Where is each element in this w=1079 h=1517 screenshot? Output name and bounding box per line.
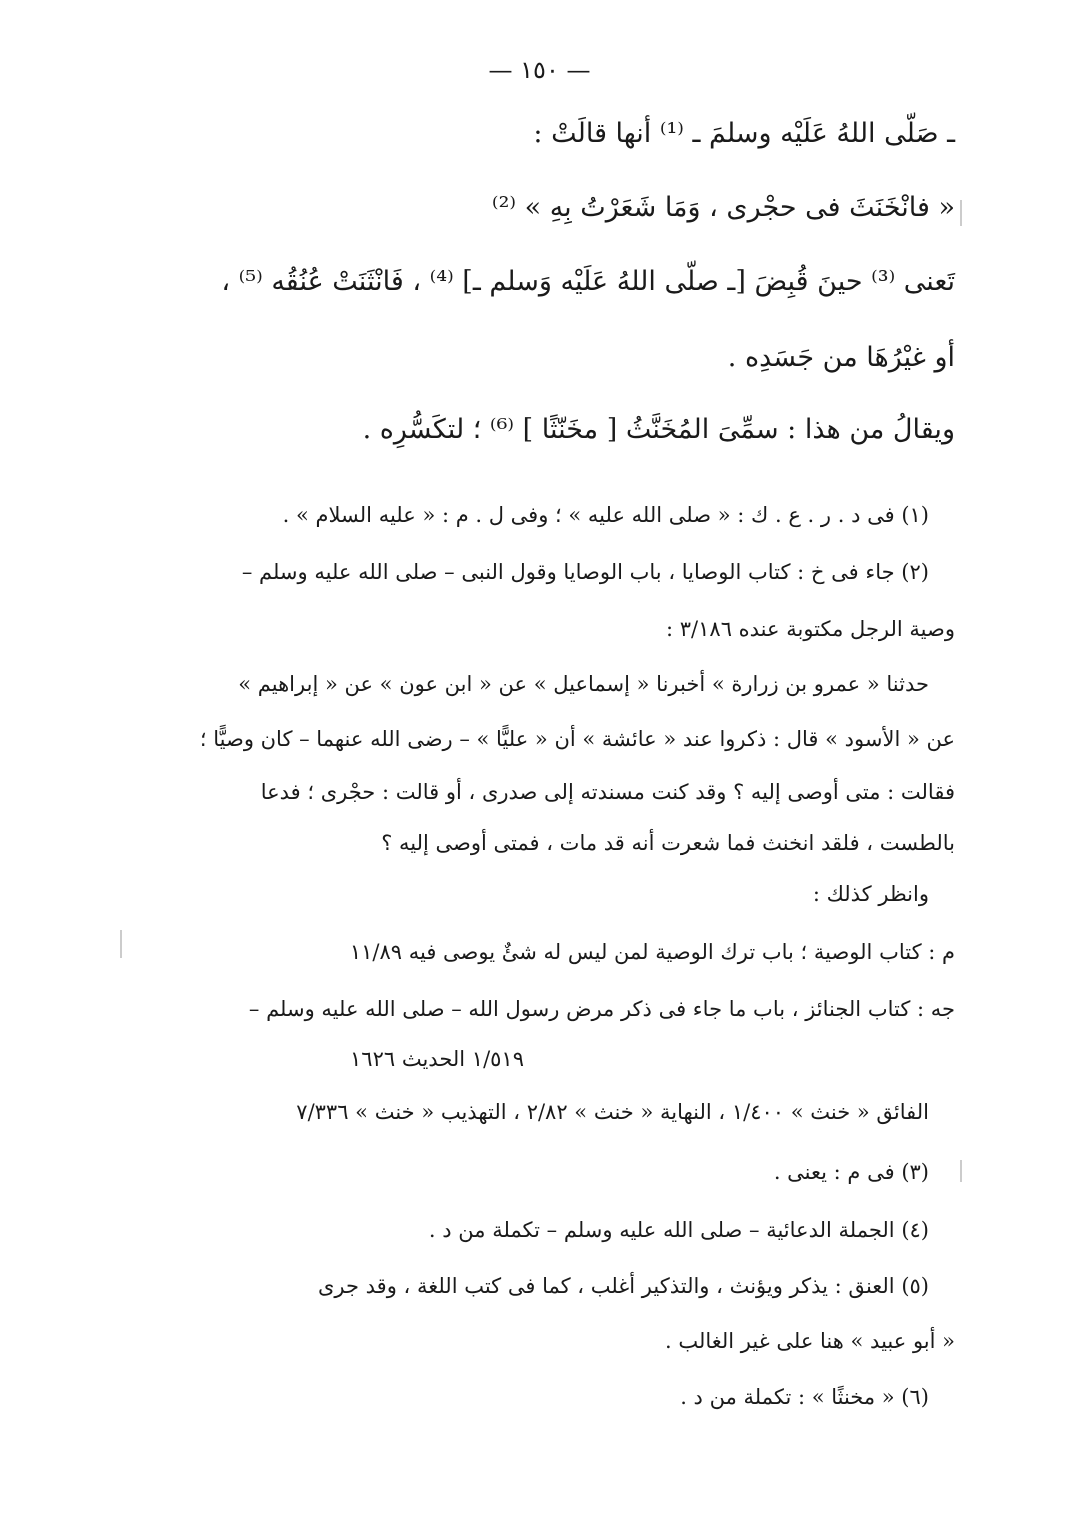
scan-artifact (960, 1160, 962, 1182)
footnote-2-quote-3: فقالت : متى أوصى إليه ؟ وقد كنت مسندته إلى صدرى ، أو قالت : حجْرى ؛ فدعا (260, 780, 955, 804)
footnote-2-cont: وصية الرجل مكتوبة عنده ٣/١٨٦ : (666, 617, 955, 641)
footnote-2: (٢) جاء فى خ : كتاب الوصايا ، باب الوصايا وقول النبى – صلى الله عليه وسلم – (241, 560, 929, 584)
footnote-2-see-also: وانظر كذلك : (812, 882, 929, 906)
main-line-5: ويقالُ من هذا : سمِّىَ المُخَنَّثُ [ مخَنّثًا ] ⁽⁶⁾ ؛ لتكَسُّرِه . (362, 414, 955, 445)
footnote-2-quote-2: عن « الأسود » قال : ذكروا عند « عائشة » أن « عليًّا » – رضى الله عنهما – كان وصيًّا ؛ (199, 727, 955, 751)
footnote-4: (٤) الجملة الدعائية – صلى الله عليه وسلم – تكملة من د . (428, 1218, 929, 1242)
footnote-2-ref-lex: الفائق « خنث » ١/٤٠٠ ، النهاية « خنث » ٢/٨٢ ، التهذيب « خنث » ٧/٣٣٦ (296, 1100, 929, 1124)
footnote-5: (٥) العنق : يذكر ويؤنث ، والتذكير أغلب ، كما فى كتب اللغة ، وقد جرى (317, 1274, 929, 1298)
main-line-2: « فانْخَنَثَ فى حجْرى ، وَمَا شَعَرْتُ بِهِ » ⁽²⁾ (491, 192, 955, 223)
main-line-1: ـ صَلّى اللهُ عَلَيْه وسلمَ ـ ⁽¹⁾ أنها قالَتْ : (533, 118, 955, 149)
scan-artifact (120, 930, 122, 958)
footnote-2-quote-1: حدثنا « عمرو بن زرارة » أخبرنا « إسماعيل » عن « ابن عون » عن « إبراهيم » (238, 672, 929, 696)
scan-artifact (960, 200, 962, 226)
footnote-6: (٦) « مخنثًا » : تكملة من د . (680, 1385, 929, 1409)
footnote-1: (١) فى د . ر . ع . ك : « صلى الله عليه » ؛ وفى ل . م : « عليه السلام » . (282, 503, 929, 527)
footnote-2-quote-4: بالطست ، فلقد انخنث فما شعرت أنه قد مات ، فمتى أوصى إليه ؟ (381, 831, 955, 855)
footnote-2-ref-jh-cont: ١/٥١٩ الحديث ١٦٢٦ (350, 1047, 524, 1071)
page-number: — ١٥٠ — (488, 56, 591, 84)
footnote-2-ref-jh: جه : كتاب الجنائز ، باب ما جاء فى ذكر مرض رسول الله – صلى الله عليه وسلم – (248, 997, 955, 1021)
footnote-2-ref-m: م : كتاب الوصية ؛ باب ترك الوصية لمن ليس له شئٌ يوصى فيه ١١/٨٩ (349, 940, 955, 964)
main-line-4: أو غيْرُهَا من جَسَدِه . (727, 342, 955, 373)
footnote-3: (٣) فى م : يعنى . (773, 1160, 929, 1184)
main-line-3: تَعنى ⁽³⁾ حينَ قُبِضَ [ـ صلّى اللهُ عَلَيْه وَسلم ـ] ⁽⁴⁾ ، فَانْثَنَتْ عُنُقُه ⁽⁵⁾ ، (221, 266, 955, 297)
footnote-5-cont: « أبو عبيد » هنا على غير الغالب . (664, 1329, 955, 1353)
